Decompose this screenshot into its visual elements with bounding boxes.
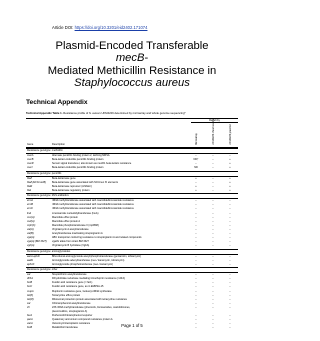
result-cell: – — [195, 314, 197, 318]
result-cell: – — [212, 262, 214, 266]
result-cell: – — [195, 244, 197, 248]
result-cell: – — [229, 207, 231, 211]
result-cell: – — [229, 289, 231, 293]
result-cell: – — [229, 277, 231, 281]
result-cell: – — [212, 199, 214, 203]
caption-label: Technical Appendix Table 1. — [26, 112, 63, 115]
result-cell: – — [195, 318, 197, 322]
result-col-plasmid: UKM4229 plasmid — [229, 124, 232, 145]
result-cell: – — [212, 326, 214, 330]
result-cell: – — [212, 176, 214, 180]
result-by-header: Result by — [209, 118, 220, 122]
gene-name: vga(A) — [27, 236, 35, 240]
result-cell: – — [229, 232, 231, 236]
gene-name: mecR — [27, 162, 34, 166]
gene-description: Beta-lactamase regulatory protein — [52, 188, 90, 192]
result-cell: – — [195, 281, 197, 285]
result-cell: – — [229, 293, 231, 297]
result-cell: – — [212, 180, 214, 184]
result-cell: – — [195, 240, 197, 244]
gene-description: Acetyltransferase inactivating streptogramin A — [52, 232, 103, 236]
result-cell: – — [195, 215, 197, 219]
result-cell: – — [212, 203, 214, 207]
result-cell: + — [229, 158, 231, 162]
result-cell: – — [229, 254, 231, 258]
result-cell: + — [229, 176, 231, 180]
gene-name: aadD — [27, 258, 33, 262]
result-cell: – — [229, 236, 231, 240]
gene-description: Beta-lactam-inducible penicillin binding protein — [52, 158, 104, 162]
result-cell: – — [212, 277, 214, 281]
result-cell: – — [229, 305, 231, 309]
result-cell: – — [212, 166, 214, 170]
group-label: Resistance genotype: other — [27, 267, 58, 271]
gene-description: Aminoglycoside adenyltransferase (neo-/ kanamycin, tobramycin) — [52, 258, 125, 262]
result-cell: – — [195, 203, 197, 207]
gene-name: fexA — [27, 314, 33, 318]
gene-name: linA — [27, 211, 32, 215]
result-cell: – — [212, 281, 214, 285]
result-cell: + — [229, 162, 231, 166]
doi-link[interactable]: https://doi.org/10.3201/eid2402.171074 — [74, 25, 148, 30]
gene-name: vanA — [27, 322, 33, 326]
gene-description: 23S rRNA methyltransferase (phenicols, lincosamides, oxazolidinones, — [52, 305, 131, 309]
gene-description: Beta-lactamase gene associated with SCCmec XI elements — [52, 180, 119, 184]
gene-description: Mupirocin resistance gene, Isoleucyl-tRNA synthetase — [52, 289, 112, 293]
gene-description: Beta-lactamase repressor (inhibitor) — [52, 184, 92, 188]
gene-description: Ribosomal protection protein associated with tetracycline resistance — [52, 297, 128, 301]
gene-name: aphA3 — [27, 262, 35, 266]
title-line1-end: - — [144, 52, 149, 65]
gene-name: mecA — [27, 154, 34, 158]
result-cell: + — [195, 188, 197, 192]
gene-name: vat(B) — [27, 232, 34, 236]
gene-name: aacA-aphD — [27, 254, 40, 258]
result-cell: ND — [194, 166, 198, 170]
title-line1: Plasmid-Encoded Transferable — [55, 40, 209, 52]
result-col-chromosome: UKM4229 chromosome — [212, 118, 215, 145]
doi-prefix: Article DOI: — [52, 25, 75, 30]
result-cell: – — [229, 285, 231, 289]
gene-description: Bifunctional aminoglycoside acetyl/phosphotransferase (gentamicin, tobramycin) — [52, 254, 141, 258]
gene-name: tet(M) — [27, 297, 34, 301]
gene-description: Fusidic acid resistance gene, as in EMRSA-15 — [52, 285, 104, 289]
result-cell: – — [212, 227, 214, 231]
gene-description: Fusidic acid resistance gene (= far1) — [52, 281, 93, 285]
result-cell: + — [229, 184, 231, 188]
result-cell: + — [229, 188, 231, 192]
result-cell: – — [195, 322, 197, 326]
result-cell: – — [195, 277, 197, 281]
result-cell: – — [195, 305, 197, 309]
appendix-heading: Technical Appendix — [26, 99, 88, 106]
result-cell: – — [195, 326, 197, 330]
result-cell: – — [212, 254, 214, 258]
col-header-description: Description — [52, 142, 65, 146]
caption-italic: S. aureus — [88, 112, 101, 115]
result-cell: – — [229, 219, 231, 223]
gene-name: mupA — [27, 289, 34, 293]
result-cell: – — [212, 318, 214, 322]
result-cell: – — [195, 207, 197, 211]
result-cell: – — [212, 314, 214, 318]
gene-name: blaR — [27, 184, 33, 188]
result-cell: – — [229, 281, 231, 285]
result-cell: – — [229, 203, 231, 207]
result-cell: – — [212, 301, 214, 305]
gene-name: blaZ (ECCmecB) — [27, 180, 46, 184]
result-cell: – — [195, 154, 197, 158]
result-cell: – — [212, 285, 214, 289]
group-label: Resistance genotype: penicillin — [27, 171, 62, 175]
gene-name: cfr — [27, 305, 30, 309]
result-cell: – — [195, 273, 197, 277]
gene-description: Florfenicol/chloramphenicol exporter — [52, 314, 93, 318]
table-caption — [26, 112, 246, 115]
result-cell: – — [195, 254, 197, 258]
gene-description: Sensor signal transducer, also known as mecR1 beta-lactam resistance — [52, 162, 132, 166]
gene-name: ermB — [27, 203, 33, 207]
result-cell: – — [229, 322, 231, 326]
title-line1-italic: mecB — [115, 52, 145, 65]
result-cell: – — [229, 244, 231, 248]
result-cell: – — [229, 215, 231, 219]
result-cell: – — [212, 258, 214, 262]
result-cell: – — [212, 219, 214, 223]
gene-description: Vancomycin/teicoplanin resistance — [52, 322, 91, 326]
result-cell: – — [212, 211, 214, 215]
gene-name: mef(A) — [27, 219, 35, 223]
gene-description: Streptothricin acetyltransferase — [52, 273, 87, 277]
result-cell: – — [212, 215, 214, 219]
result-cell: – — [212, 322, 214, 326]
gene-description: Beta-lactam-inducible penicillin binding protein — [52, 166, 104, 170]
gene-description: rRNA methyltransferase associated with macrolide/lincosamide resistance — [52, 203, 134, 207]
gene-name: dfrS1 — [27, 277, 33, 281]
title-line2: Mediated Methicillin Resistance in — [47, 64, 217, 77]
gene-name: msr(A) — [27, 215, 35, 219]
result-cell: – — [229, 318, 231, 322]
result-cell: – — [212, 184, 214, 188]
gene-description: Tetracycline efflux protein — [52, 293, 81, 297]
result-cell: + — [195, 176, 197, 180]
result-cell: – — [212, 162, 214, 166]
gene-name: mph(C) — [27, 223, 36, 227]
result-cell: + — [229, 180, 231, 184]
group-label: Resistance genotype: aminoglycosides — [27, 249, 71, 253]
result-cell: – — [229, 211, 231, 215]
group-label: Resistance genotype: MLS antibiotics — [27, 194, 69, 198]
result-col-microarray: Microarray — [195, 133, 198, 145]
result-cell: – — [212, 289, 214, 293]
page-footer: Page 1 of 5 — [121, 323, 143, 328]
gene-name: fusC — [27, 285, 33, 289]
result-cell: – — [229, 301, 231, 305]
result-cell: – — [212, 236, 214, 240]
result-cell: – — [195, 262, 197, 266]
result-cell: – — [212, 207, 214, 211]
title-line3: Staphylococcus aureus — [74, 77, 190, 90]
result-cell: – — [229, 199, 231, 203]
result-cell: – — [195, 285, 197, 289]
result-cell: – — [229, 258, 231, 262]
gene-description: Aminoglycoside phosphotransferase (neo-/ kanamycin) — [52, 262, 114, 266]
result-cell: – — [212, 297, 214, 301]
result-cell: – — [229, 314, 231, 318]
gene-name: ermC — [27, 207, 34, 211]
result-cell: + — [229, 166, 231, 170]
result-cell: – — [229, 227, 231, 231]
result-cell: – — [212, 188, 214, 192]
gene-name: fosB — [27, 326, 33, 330]
gene-description: vgaAV allele from strain BM 3327 — [52, 240, 89, 244]
result-cell: – — [229, 240, 231, 244]
result-cell: – — [195, 232, 197, 236]
result-cell: – — [212, 305, 214, 309]
result-cell: – — [212, 158, 214, 162]
result-cell: – — [212, 293, 214, 297]
result-cell: – — [195, 162, 197, 166]
gene-description: Virginiamycin A acetyltransferase — [52, 227, 89, 231]
result-cell: ND† — [193, 158, 199, 162]
result-cell: + — [195, 184, 197, 188]
gene-name: ermA — [27, 199, 33, 203]
gene-description: Macrolide efflux protein A — [52, 219, 81, 223]
gene-name: qacA — [27, 318, 33, 322]
col-header-gene: Gene — [27, 142, 34, 146]
gene-name: vat(A) — [27, 227, 34, 231]
caption-text-a: Resistance profile of — [62, 112, 89, 115]
gene-description: Beta-lactamase gene — [52, 176, 76, 180]
gene-description: Macrolide phosphotransferase II (mphBM) — [52, 223, 99, 227]
result-cell: – — [229, 297, 231, 301]
gene-name: mecB — [27, 158, 34, 162]
result-cell: – — [195, 258, 197, 262]
result-cell: – — [212, 244, 214, 248]
result-cell: – — [229, 154, 231, 158]
result-cell: – — [195, 289, 197, 293]
caption-text-b: UKM4229 determined by microarray and whole genome sequencing* — [100, 112, 186, 115]
gene-description: ABC transporter conferring resistance to streptogramin A and related compounds — [52, 236, 142, 240]
result-cell: – — [212, 240, 214, 244]
gene-description: Metallothiol transferase — [52, 326, 78, 330]
gene-description: Chloramphenicol acetyltransferase — [52, 301, 91, 305]
gene-name: vgb(A) — [27, 244, 35, 248]
result-cell: – — [195, 223, 197, 227]
result-cell: – — [195, 301, 197, 305]
result-cell: – — [212, 154, 214, 158]
gene-name: fusB — [27, 281, 33, 285]
gene-name: vga(A) (BM 3327) — [27, 240, 47, 244]
result-cell: – — [229, 262, 231, 266]
result-cell: – — [212, 232, 214, 236]
gene-name: blaZ — [27, 176, 32, 180]
result-cell: – — [195, 180, 197, 184]
gene-description: Lincosamide nucleotidyltransferase (lnuA) — [52, 211, 99, 215]
result-cell: – — [195, 199, 197, 203]
gene-description: Alternate penicillin binding protein 2, defining MRSA — [52, 154, 110, 158]
result-cell: – — [195, 227, 197, 231]
group-label: Resistance genotype: methicillin — [27, 149, 63, 152]
article-title — [40, 40, 224, 90]
gene-description: pleuromutilins, streptogramin A) — [52, 310, 88, 314]
gene-name: blaI — [27, 188, 32, 192]
article-doi — [52, 25, 147, 30]
gene-description: Dihydrofolate reductase mediating trimethoprim resistance (=dfrA) — [52, 277, 126, 281]
gene-description: rRNA methyltransferase associated with macrolide/lincosamide resistance — [52, 199, 134, 203]
result-cell: – — [195, 211, 197, 215]
result-cell: – — [195, 219, 197, 223]
gene-name: cat — [27, 301, 31, 305]
table-body — [26, 148, 238, 331]
result-cell: – — [212, 273, 214, 277]
result-cell: – — [195, 297, 197, 301]
gene-description: Macrolide efflux protein — [52, 215, 78, 219]
result-cell: – — [195, 293, 197, 297]
gene-description: Quaternary ammonium compound resistance protein A — [52, 318, 113, 322]
result-cell: – — [229, 326, 231, 330]
gene-name: sat — [27, 273, 31, 277]
result-cell: – — [229, 273, 231, 277]
gene-name: tet(K) — [27, 293, 34, 297]
gene-name: mecI — [27, 166, 33, 170]
gene-description: Virginiamycin B hydrolase (VgbA) — [52, 244, 90, 248]
result-cell: – — [229, 223, 231, 227]
result-cell: – — [195, 236, 197, 240]
gene-description: rRNA methyltransferase associated with macrolide/lincosamide resistance — [52, 207, 134, 211]
result-cell: – — [212, 223, 214, 227]
